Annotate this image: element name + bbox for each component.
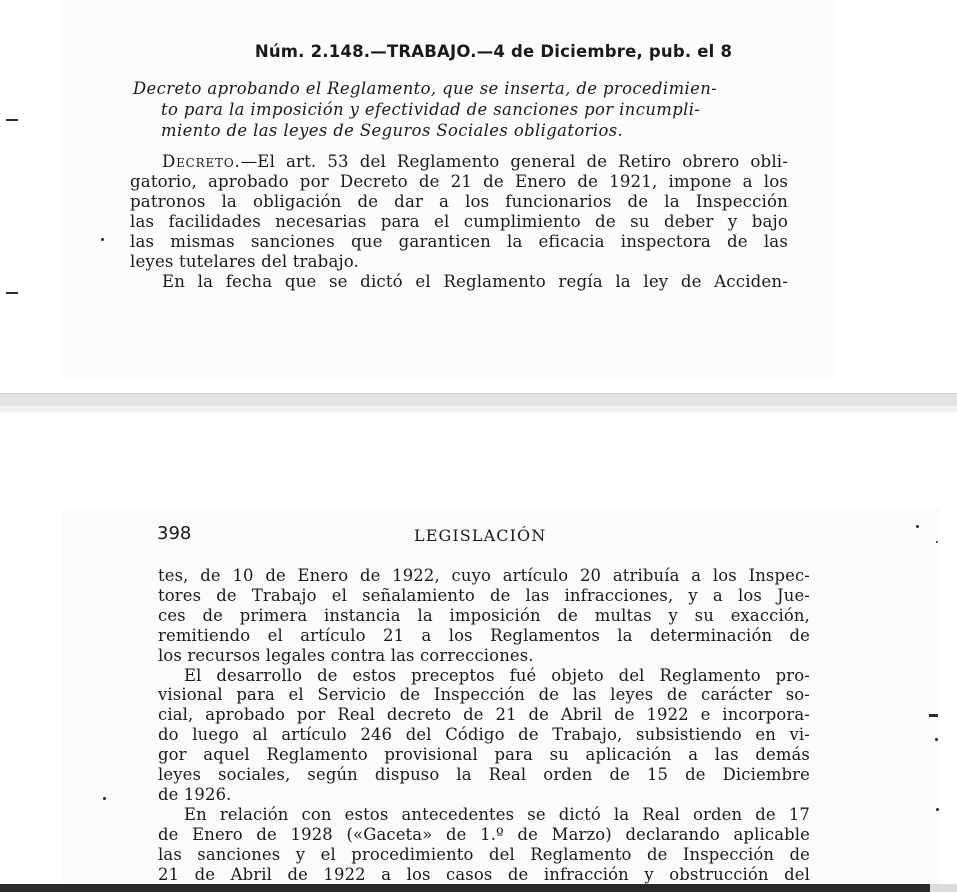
body-line: visional para el Servicio de Inspección de las leyes de carácter so- (158, 685, 810, 705)
body-line: 21 de Abril de 1922 a los casos de infracción y obstrucción del (158, 864, 810, 884)
body-line: ces de primera instancia la imposición de multas y su exacción, (158, 605, 810, 625)
body-line: En la fecha que se dictó el Reglamento regía la ley de Acciden- (162, 272, 788, 291)
margin-mark (6, 292, 18, 294)
body-line: los recursos legales contra las correcciones. (158, 645, 534, 665)
body-line: gatorio, aprobado por Decreto de 21 de Enero de 1921, impone a los (130, 172, 788, 191)
summary-line: to para la imposición y efectividad de sanciones por incumpli- (161, 100, 701, 119)
body-line: cial, aprobado por Real decreto de 21 de Abril de 1922 e incorpora- (158, 705, 810, 725)
margin-speck (936, 541, 938, 543)
running-head: LEGISLACIÓN (414, 526, 547, 545)
page-separator (0, 393, 957, 412)
body-line: las sanciones y el procedimiento del Reglamento de Inspección de (158, 844, 810, 864)
decree-summary (133, 78, 798, 141)
body-line: patronos la obligación de dar a los funcionarios de la Inspección (130, 192, 788, 211)
body-line: de Enero de 1928 («Gaceta» de 1.º de Marzo) declarando aplicable (158, 824, 810, 844)
body-line: las facilidades necesarias para el cumplimiento de su deber y bajo (130, 212, 788, 231)
bottom-scan-edge (0, 884, 957, 892)
decree-body-lower (158, 566, 818, 885)
body-line: En relación con estos antecedentes se dictó la Real orden de 17 (184, 804, 810, 824)
summary-line: Decreto aprobando el Reglamento, que se inserta, de procedimien- (133, 79, 718, 98)
margin-speck (935, 738, 938, 741)
body-line (130, 152, 788, 172)
margin-speck (936, 808, 939, 811)
body-line: tores de Trabajo el señalamiento de las infracciones, y a los Jue- (158, 585, 810, 605)
margin-speck (101, 238, 104, 241)
decree-heading: Núm. 2.148.—TRABAJO.—4 de Diciembre, pub. el 8 (254, 42, 733, 61)
body-line: leyes tutelares del trabajo. (130, 252, 360, 271)
body-line: remitiendo el artículo 21 a los Reglamentos la determinación de (158, 625, 810, 645)
body-line: do luego al artículo 246 del Código de Trabajo, subsistiendo en vi- (158, 725, 810, 745)
decree-body-upper (130, 152, 795, 292)
body-line-text: —El art. 53 del Reglamento general de Retiro obrero obli- (240, 152, 788, 171)
margin-speck (103, 797, 106, 800)
margin-speck (916, 525, 919, 528)
body-line: de 1926. (158, 784, 232, 804)
margin-mark (6, 119, 18, 121)
page-number: 398 (157, 523, 192, 544)
summary-line: miento de las leyes de Seguros Sociales obligatorios. (161, 121, 624, 140)
margin-mark (929, 714, 938, 717)
body-line: gor aquel Reglamento provisional para su aplicación a las demás (158, 745, 810, 765)
body-line: leyes sociales, según dispuso la Real orden de 15 de Diciembre (158, 765, 810, 785)
body-line: tes, de 10 de Enero de 1922, cuyo artículo 20 atribuía a los Inspec- (158, 566, 810, 585)
body-line: El desarrollo de estos preceptos fué objeto del Reglamento pro- (184, 665, 810, 685)
decree-label: Decreto. (162, 152, 241, 171)
body-line: las mismas sanciones que garanticen la eficacia inspectora de las (130, 232, 788, 251)
bottom-scan-edge-light (930, 884, 957, 892)
